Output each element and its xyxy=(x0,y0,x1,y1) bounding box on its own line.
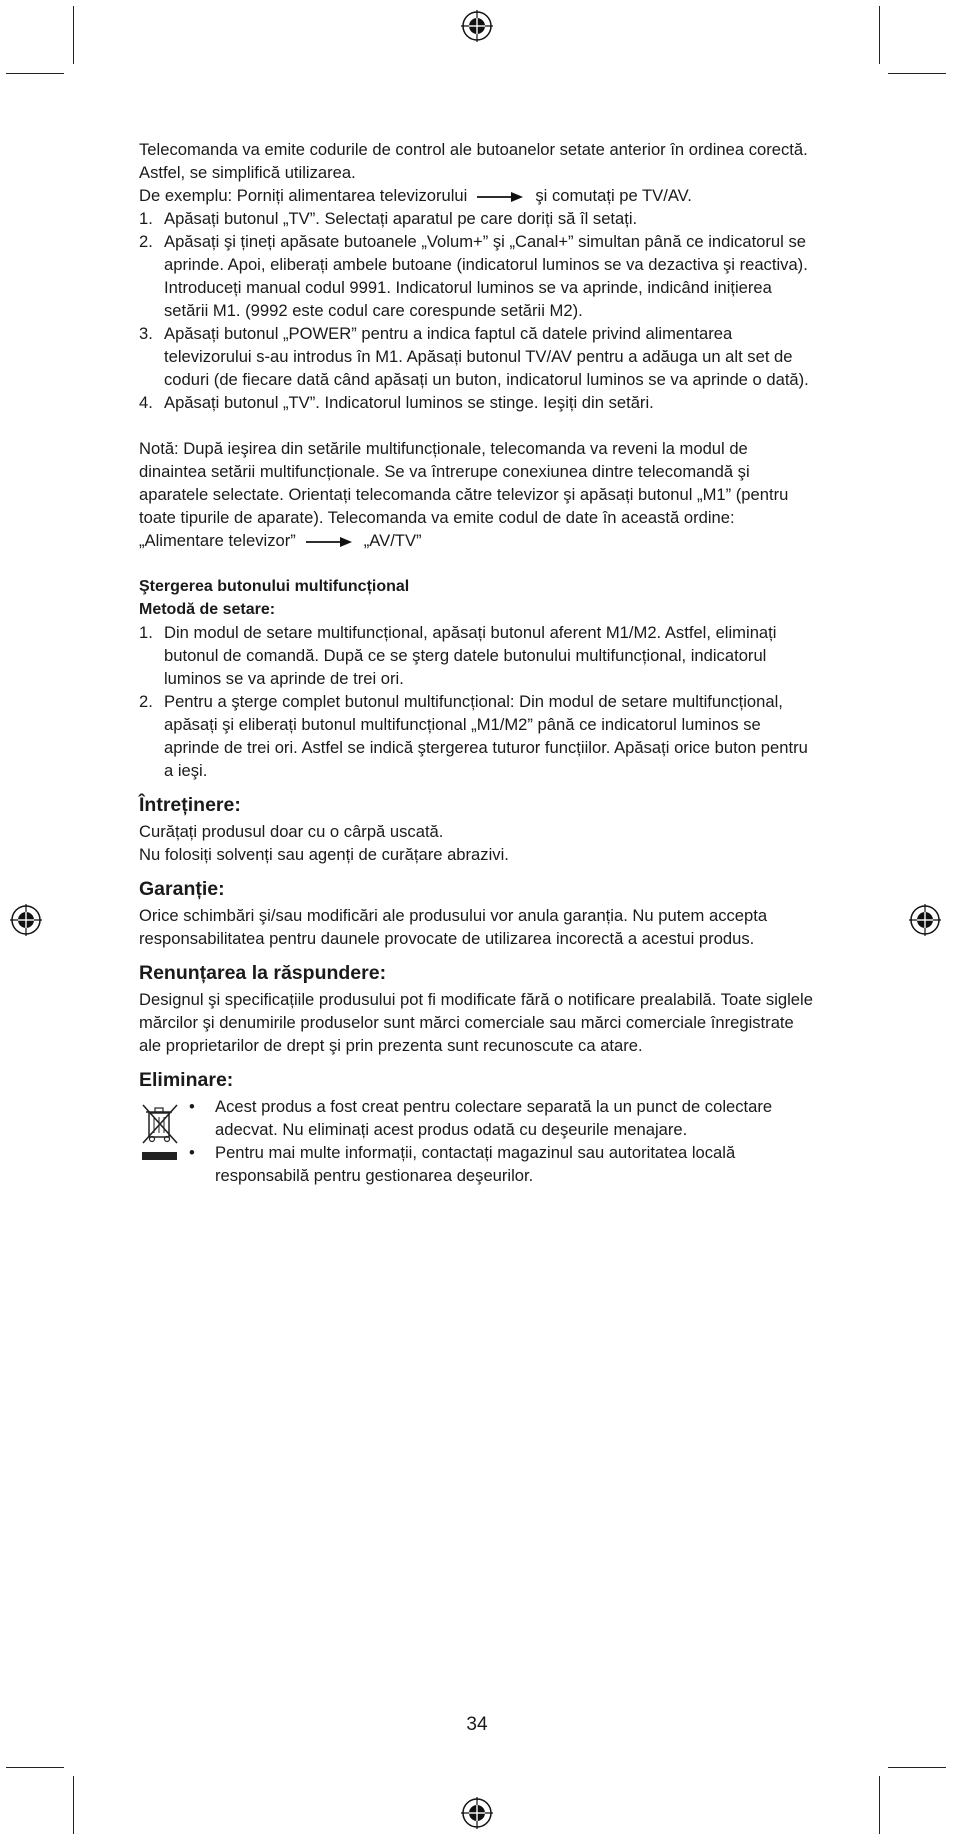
page-content xyxy=(139,138,819,1187)
crop-mark xyxy=(6,1767,64,1768)
list-item: 2. Apăsați şi țineți apăsate butoanele „Volum+” şi „Canal+” simultan până ce indicatorul se aprinde. Apoi, eliberați ambele butoane (indicatorul luminos se va dezactiva şi reactiva). Introduceți manual codul 9991. Indicatorul luminos se va aprinde, indicând inițierea setării M1. (9992 este codul care corespunde setării M2). xyxy=(139,232,808,320)
list-item: 4. Apăsați butonul „TV”. Indicatorul luminos se stinge. Ieşiți din setări. xyxy=(139,393,654,412)
note-sequence: „Alimentare televizor” „AV/TV” xyxy=(139,531,422,550)
list-item: 1. Apăsați butonul „TV”. Selectați aparatul pe care doriți să îl setați. xyxy=(139,209,638,228)
list-item: 2. Pentru a şterge complet butonul multifuncțional: Din modul de setare multifuncțional, apăsați şi eliberați butonul multifuncțional „M1/M2” până ce indicatorul luminos se aprinde de trei ori. Astfel se indică ştergerea tuturor funcțiilor. Apăsați orice buton pentru a ieşi. xyxy=(139,692,808,780)
example-text-after: şi comutați pe TV/AV. xyxy=(535,186,692,205)
crop-mark xyxy=(6,73,64,74)
section-subtitle: Metodă de setare: xyxy=(139,601,276,618)
warranty-heading: Garanție: xyxy=(139,878,225,900)
registration-mark-icon xyxy=(9,903,43,937)
maintenance-line: Nu folosiți solvenți sau agenți de curățare abrazivi. xyxy=(139,845,509,864)
disposal-heading: Eliminare: xyxy=(139,1069,234,1091)
list-item: 3. Apăsați butonul „POWER” pentru a indica faptul că datele privind alimentarea televizorului s-au introdus în M1. Apăsați butonul TV/AV pentru a adăuga un alt set de coduri (de fiecare dată când apăsați un buton, indicatorul luminos se va aprinde o dată). xyxy=(139,324,809,389)
registration-mark-icon xyxy=(908,903,942,937)
delete-steps-list xyxy=(139,621,819,782)
disclaimer-heading: Renunțarea la răspundere: xyxy=(139,962,387,984)
registration-mark-icon xyxy=(460,1796,494,1830)
warranty-text: Orice schimbări şi/sau modificări ale produsului vor anula garanția. Nu putem accepta responsabilitatea pentru daunele provocate de utilizarea incorectă a acestui produs. xyxy=(139,906,768,948)
list-item: • Pentru mai multe informații, contactați magazinul sau autoritatea locală responsabilă pentru gestionarea deşeurilor. xyxy=(189,1143,736,1185)
crop-mark xyxy=(73,1776,74,1834)
disposal-list xyxy=(189,1095,819,1187)
list-item: 1. Din modul de setare multifuncțional, apăsați butonul aferent M1/M2. Astfel, eliminați butonul de comandă. După ce se şterg datele butonului multifuncțional, indicatorul luminos se va aprinde de trei ori. xyxy=(139,623,777,688)
section-title: Ştergerea butonului multifuncțional xyxy=(139,578,410,595)
intro-paragraph: Telecomanda va emite codurile de control ale butoanelor setate anterior în ordinea corectă. Astfel, se simplifică utilizarea. xyxy=(139,140,808,182)
maintenance-heading: Întreținere: xyxy=(139,794,241,816)
list-item: • Acest produs a fost creat pentru colectare separată la un punct de colectare adecvat. Nu eliminați acest produs odată cu deşeurile menajare. xyxy=(189,1097,773,1139)
crop-mark xyxy=(888,1767,946,1768)
arrow-right-icon xyxy=(306,537,352,547)
disposal-block xyxy=(139,1095,819,1187)
registration-mark-icon xyxy=(460,9,494,43)
crop-mark xyxy=(888,73,946,74)
crossed-out-bin-icon xyxy=(139,1101,181,1161)
page-number: 34 xyxy=(466,1714,488,1735)
disclaimer-text: Designul şi specificațiile produsului pot fi modificate fără o notificare prealabilă. Toate siglele mărcilor şi denumirile produselor sunt mărci comerciale sau mărci comerciale înregistrate ale proprietarilor de drept şi prin prezenta sunt recunoscute ca atare. xyxy=(139,990,813,1055)
example-line xyxy=(139,184,819,207)
example-text-before: De exemplu: Porniți alimentarea televizorului xyxy=(139,186,468,205)
arrow-right-icon xyxy=(477,192,523,202)
crop-mark xyxy=(73,6,74,64)
setup-steps-list xyxy=(139,207,819,414)
note-paragraph: Notă: După ieşirea din setările multifuncționale, telecomanda va reveni la modul de dinaintea setării multifuncționale. Se va întrerupe conexiunea dintre telecomandă şi aparatele selectate. Orientați telecomanda către televizor şi apăsați butonul „M1” (pentru toate tipurile de aparate). Telecomanda va emite codul de date în această ordine: xyxy=(139,439,789,527)
maintenance-line: Curățați produsul doar cu o cârpă uscată. xyxy=(139,822,444,841)
crop-mark xyxy=(879,1776,880,1834)
crop-mark xyxy=(879,6,880,64)
